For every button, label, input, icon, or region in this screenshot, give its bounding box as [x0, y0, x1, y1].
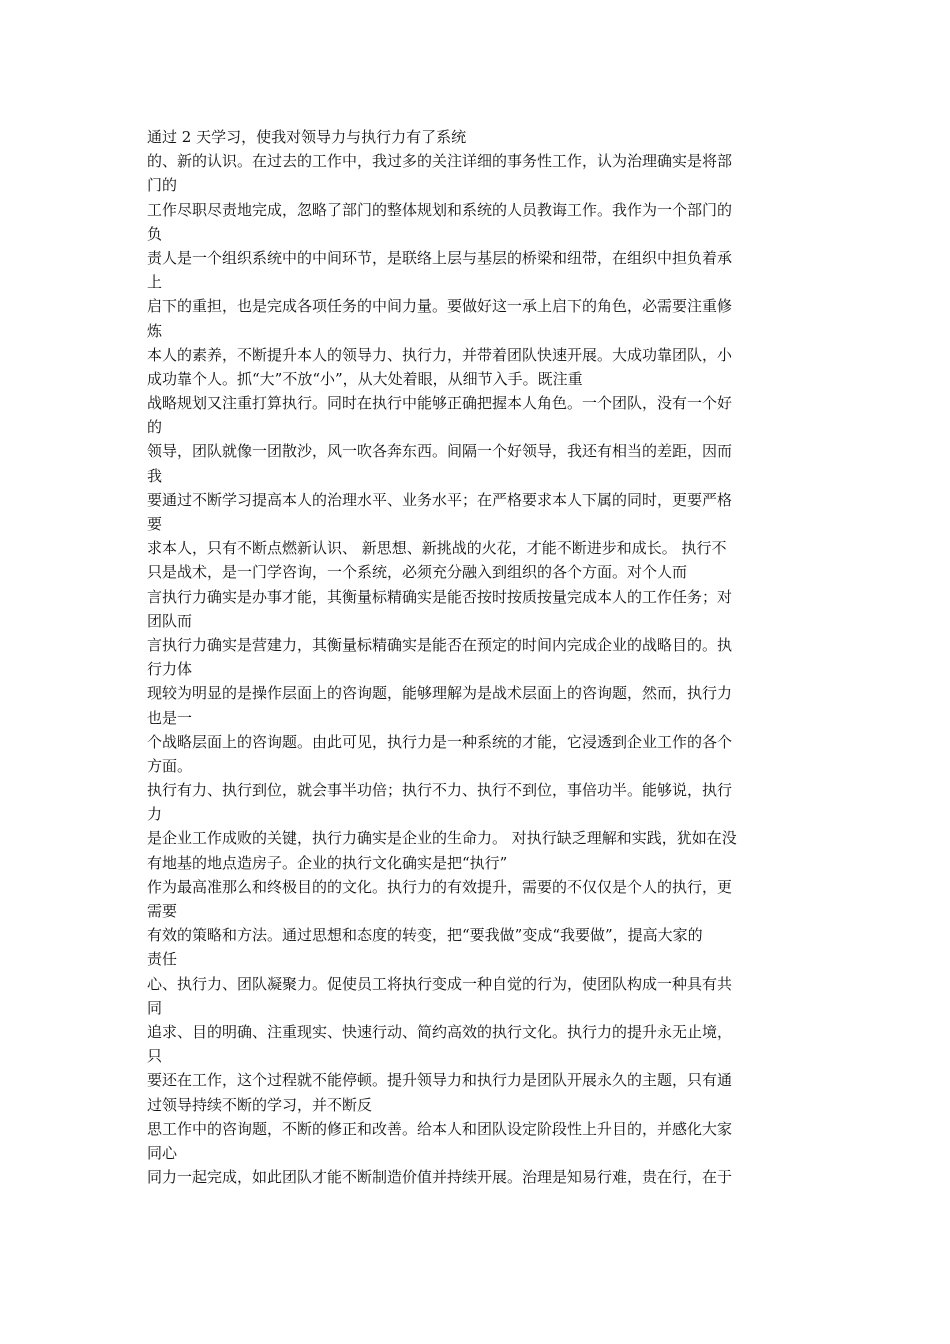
text-line: 本人的素养，不断提升本人的领导力、执行力，并带着团队快速开展。大成功靠团队，小	[147, 345, 733, 364]
text-line: 现较为明显的是操作层面上的咨询题，能够理解为是战术层面上的咨询题，然而，执行力	[147, 684, 733, 703]
text-line: 门的	[147, 176, 178, 195]
text-line: 的	[147, 418, 163, 437]
text-line: 只是战术，是一门学咨询，一个系统，必须充分融入到组织的各个方面。对个人而	[147, 563, 688, 582]
text-line: 心、执行力、团队凝聚力。促使员工将执行变成一种自觉的行为，使团队构成一种具有共	[147, 974, 733, 993]
text-line: 个战略层面上的咨询题。由此可见，执行力是一种系统的才能，它浸透到企业工作的各个	[147, 732, 733, 751]
text-line: 言执行力确实是营建力，其衡量标精确实是能否在预定的时间内完成企业的战略目的。执	[147, 635, 733, 654]
text-line: 责人是一个组织系统中的中间环节，是联络上层与基层的桥梁和纽带，在组织中担负着承	[147, 248, 733, 267]
text-line: 同心	[147, 1143, 178, 1162]
text-line: 负	[147, 224, 163, 243]
text-line: 成功靠个人。抓“大”不放“小”，从大处着眼，从细节入手。既注重	[147, 369, 583, 388]
text-line: 执行有力、执行到位，就会事半功倍；执行不力、执行不到位，事倍功半。能够说，执行	[147, 781, 733, 800]
text-line: 同力一起完成，如此团队才能不断制造价值并持续开展。治理是知易行难，贵在行，在于	[147, 1168, 733, 1187]
text-line: 只	[147, 1047, 163, 1066]
text-line: 求本人，只有不断点燃新认识、 新思想、新挑战的火花，才能不断进步和成长。 执行不	[147, 539, 727, 558]
text-line: 是企业工作成败的关键，执行力确实是企业的生命力。 对执行缺乏理解和实践，犹如在没	[147, 829, 737, 848]
text-line: 有地基的地点造房子。企业的执行文化确实是把“执行”	[147, 853, 508, 872]
text-line: 言执行力确实是办事才能，其衡量标精确实是能否按时按质按量完成本人的工作任务；对	[147, 587, 733, 606]
text-line: 上	[147, 273, 163, 292]
text-line: 行力体	[147, 660, 193, 679]
text-line: 力	[147, 805, 163, 824]
text-line: 作为最高准那么和终极目的的文化。执行力的有效提升，需要的不仅仅是个人的执行，更	[147, 877, 733, 896]
document-body	[147, 125, 812, 1189]
text-line: 过领导持续不断的学习，并不断反	[147, 1095, 373, 1114]
text-line: 团队而	[147, 611, 193, 630]
text-line: 同	[147, 998, 163, 1017]
text-line: 启下的重担，也是完成各项任务的中间力量。要做好这一承上启下的角色，必需要注重修	[147, 297, 733, 316]
text-line: 通过 2 天学习，使我对领导力与执行力有了系统	[147, 128, 467, 146]
text-line: 领导，团队就像一团散沙，风一吹各奔东西。间隔一个好领导，我还有相当的差距，因而	[147, 442, 733, 461]
text-line: 战略规划又注重打算执行。同时在执行中能够正确把握本人角色。一个团队，没有一个好	[147, 394, 733, 413]
text-line: 要还在工作，这个过程就不能停顿。提升领导力和执行力是团队开展永久的主题，只有通	[147, 1071, 733, 1090]
text-line: 工作尽职尽责地完成，忽略了部门的整体规划和系统的人员教诲工作。我作为一个部门的	[147, 200, 733, 219]
text-line: 炼	[147, 321, 163, 340]
text-line: 要通过不断学习提高本人的治理水平、业务水平；在严格要求本人下属的同时，更要严格	[147, 490, 733, 509]
text-line: 追求、目的明确、注重现实、快速行动、简约高效的执行文化。执行力的提升永无止境，	[147, 1022, 733, 1041]
text-line: 有效的策略和方法。通过思想和态度的转变，把“要我做”变成“我要做”，提高大家的	[147, 926, 703, 945]
text-line: 需要	[147, 902, 178, 920]
text-line: 也是一	[147, 708, 193, 727]
text-line: 责任	[147, 950, 178, 969]
text-line: 思工作中的咨询题，不断的修正和改善。给本人和团队设定阶段性上升目的，并感化大家	[147, 1119, 733, 1138]
text-line: 要	[147, 515, 163, 533]
text-line: 我	[147, 466, 163, 485]
text-line: 的、新的认识。在过去的工作中，我过多的关注详细的事务性工作，认为治理确实是将部	[147, 152, 733, 171]
text-line: 方面。	[147, 756, 193, 775]
